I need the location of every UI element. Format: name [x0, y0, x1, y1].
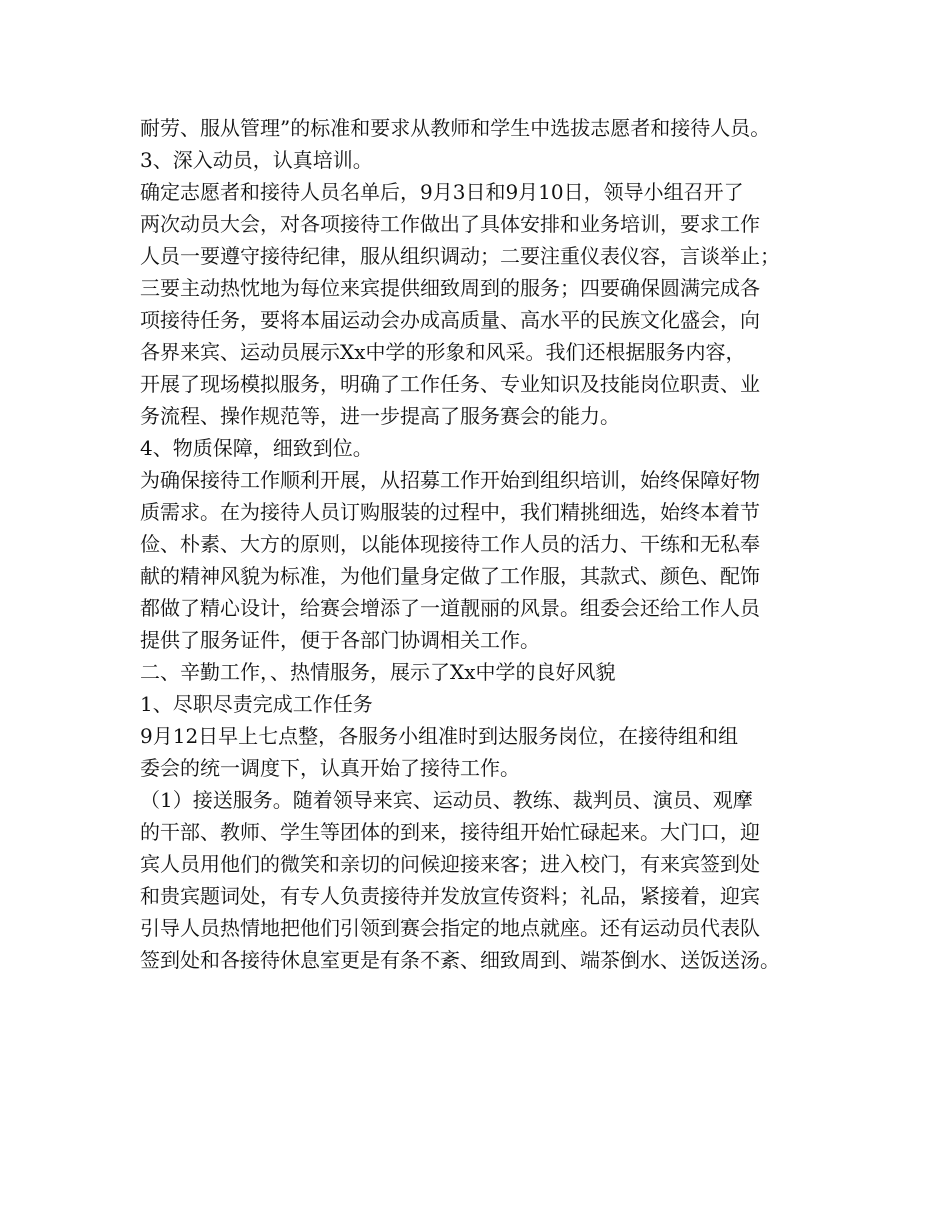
text-line: 和贵宾题词处，有专人负责接待并发放宣传资料；礼品，紧接着，迎宾 [140, 884, 760, 908]
text-line: 引导人员热情地把他们引领到赛会指定的地点就座。还有运动员代表队 [140, 916, 760, 940]
text-line: 务流程、操作规范等，进一步提高了服务赛会的能力。 [140, 404, 620, 428]
text-line: 3、深入动员，认真培训。 [140, 148, 373, 172]
text-line: 4、物质保障，细致到位。 [140, 436, 373, 460]
text-line: 9月12日早上七点整，各服务小组准时到达服务岗位，在接待组和组 [140, 724, 739, 748]
text-line: 俭、朴素、大方的原则，以能体现接待工作人员的活力、干练和无私奉 [140, 532, 760, 556]
text-line: 确定志愿者和接待人员名单后，9月3日和9月10日，领导小组召开了 [140, 180, 744, 204]
text-line: 的干部、教师、学生等团体的到来，接待组开始忙碌起来。大门口，迎 [140, 820, 760, 844]
text-line: 耐劳、服从管理”的标准和要求从教师和学生中选拔志愿者和接待人员。 [140, 116, 771, 140]
text-line: 项接待任务，要将本届运动会办成高质量、高水平的民族文化盛会，向 [140, 308, 760, 332]
text-line: 二、辛勤工作，、热情服务，展示了Xx中学的良好风貌 [140, 660, 616, 684]
text-line: （1）接送服务。随着领导来宾、运动员、教练、裁判员、演员、观摩 [140, 788, 753, 812]
text-line: 质需求。在为接待人员订购服装的过程中，我们精挑细选，始终本着节 [140, 500, 760, 524]
text-line: 人员一要遵守接待纪律，服从组织调动；二要注重仪表仪容，言谈举止； [140, 244, 780, 268]
text-line: 献的精神风貌为标准，为他们量身定做了工作服，其款式、颜色、配饰 [140, 564, 760, 588]
text-line: 委会的统一调度下，认真开始了接待工作。 [140, 756, 520, 780]
text-line: 为确保接待工作顺利开展，从招募工作开始到组织培训，始终保障好物 [140, 468, 760, 492]
text-line: 各界来宾、运动员展示Xx中学的形象和风采。我们还根据服务内容， [140, 340, 746, 364]
text-line: 都做了精心设计，给赛会增添了一道靓丽的风景。组委会还给工作人员 [140, 596, 760, 620]
text-line: 两次动员大会，对各项接待工作做出了具体安排和业务培训，要求工作 [140, 212, 760, 236]
text-line: 签到处和各接待休息室更是有条不紊、细致周到、端茶倒水、送饭送汤。 [140, 948, 780, 972]
text-line: 三要主动热忱地为每位来宾提供细致周到的服务；四要确保圆满完成各 [140, 276, 760, 300]
text-line: 1、尽职尽责完成工作任务 [140, 692, 373, 716]
text-line: 开展了现场模拟服务，明确了工作任务、专业知识及技能岗位职责、业 [140, 372, 760, 396]
text-line: 提供了服务证件，便于各部门协调相关工作。 [140, 628, 540, 652]
document-body [140, 112, 830, 976]
text-line: 宾人员用他们的微笑和亲切的问候迎接来客；进入校门，有来宾签到处 [140, 852, 760, 876]
